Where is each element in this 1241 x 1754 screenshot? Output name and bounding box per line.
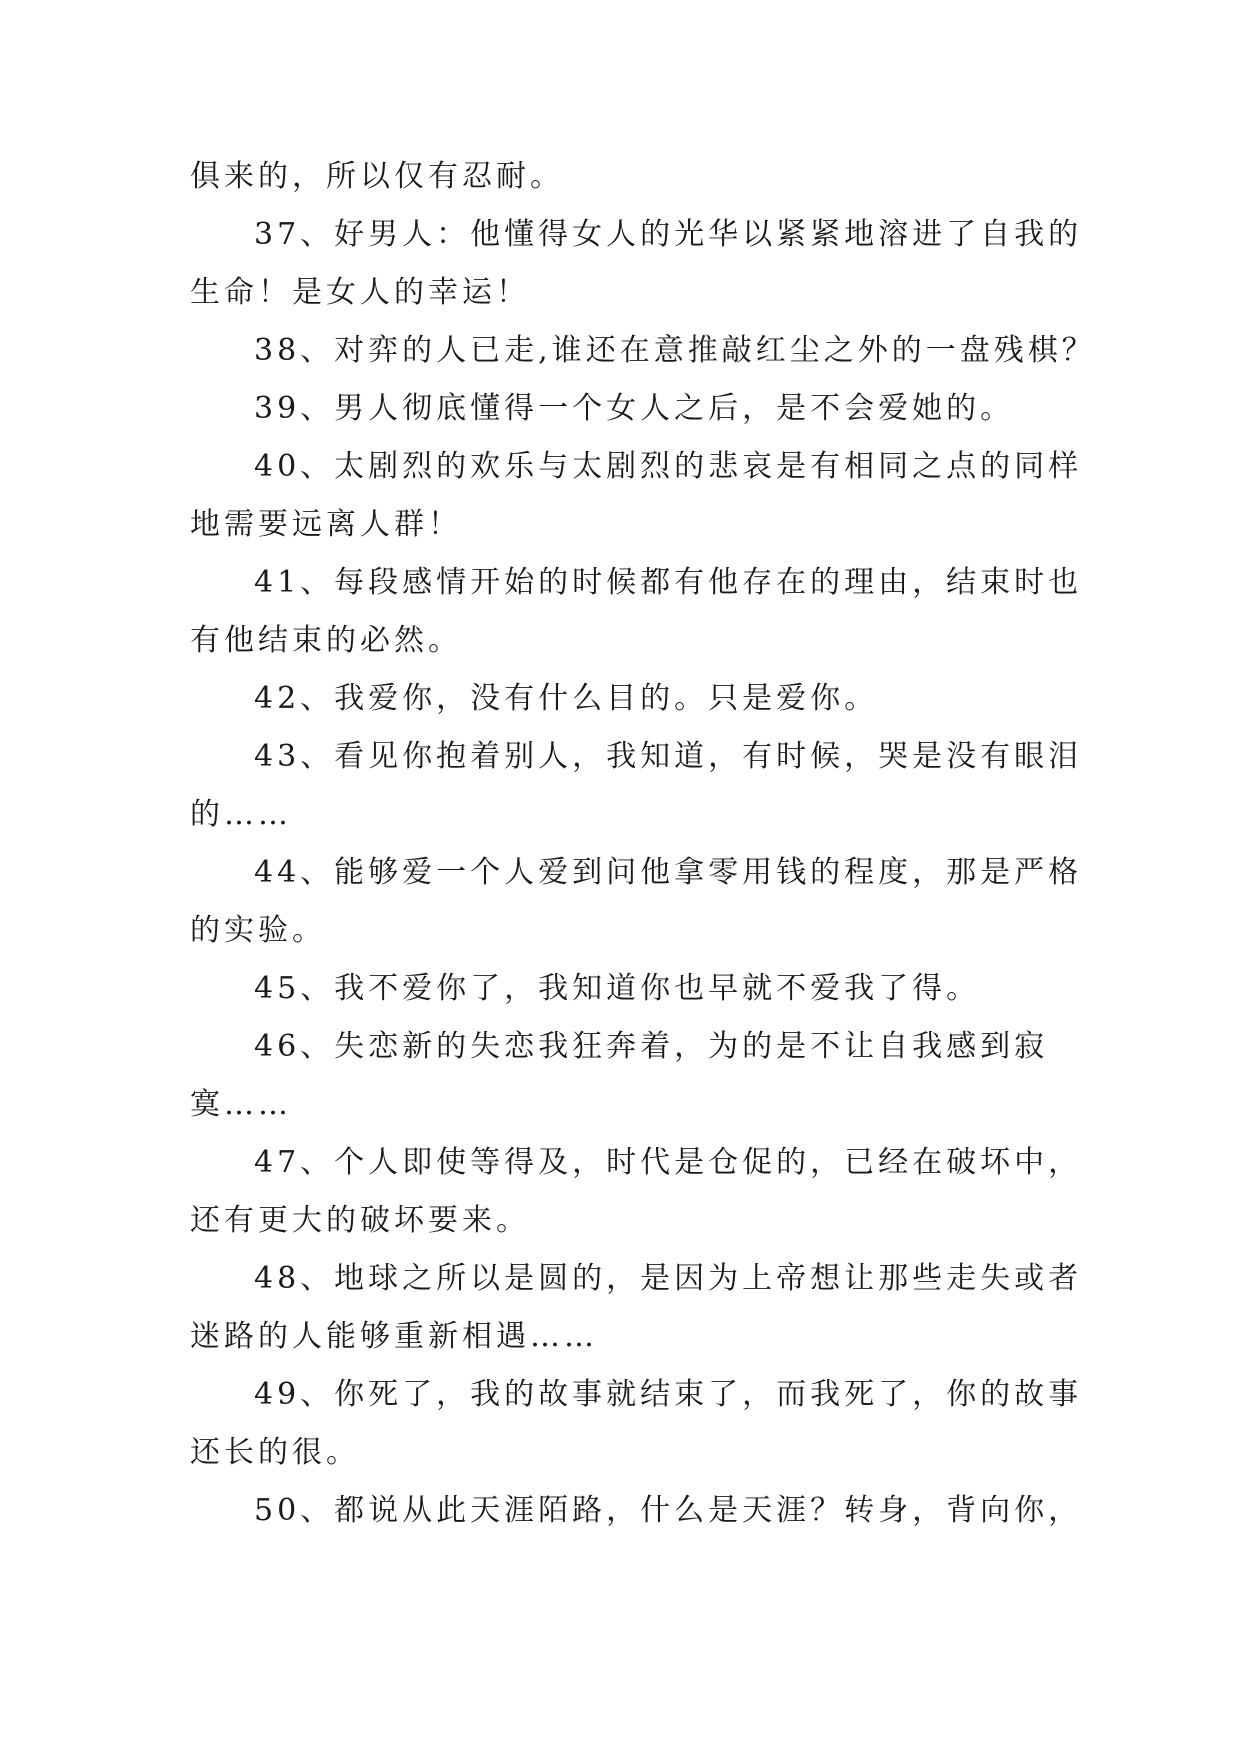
text-line: 47、个人即使等得及，时代是仓促的，已经在破坏中， <box>254 1145 1083 1180</box>
text-line: 39、男人彻底懂得一个女人之后，是不会爱她的。 <box>254 391 1015 426</box>
text-line: 俱来的，所以仅有忍耐。 <box>190 159 564 194</box>
text-line: 45、我不爱你了，我知道你也早就不爱我了得。 <box>254 971 981 1006</box>
text-line: 寞…… <box>190 1087 292 1122</box>
text-line: 生命！是女人的幸运！ <box>190 275 530 310</box>
text-line: 41、每段感情开始的时候都有他存在的理由，结束时也 <box>254 565 1083 600</box>
text-line: 38、对弈的人已走,谁还在意推敲红尘之外的一盘残棋？ <box>254 333 1096 368</box>
text-line: 42、我爱你，没有什么目的。只是爱你。 <box>254 681 879 716</box>
text-line: 还有更大的破坏要来。 <box>190 1203 530 1238</box>
text-line: 有他结束的必然。 <box>190 623 462 658</box>
text-line: 43、看见你抱着别人，我知道，有时候，哭是没有眼泪 <box>254 739 1083 774</box>
text-line: 地需要远离人群！ <box>190 507 462 542</box>
document-page <box>190 148 1096 1540</box>
text-line: 迷路的人能够重新相遇…… <box>190 1319 598 1354</box>
text-line: 50、都说从此天涯陌路，什么是天涯？转身，背向你， <box>254 1493 1083 1528</box>
text-line: 49、你死了，我的故事就结束了，而我死了，你的故事 <box>254 1377 1083 1412</box>
text-line: 还长的很。 <box>190 1435 360 1470</box>
text-line: 40、太剧烈的欢乐与太剧烈的悲哀是有相同之点的同样 <box>254 449 1083 484</box>
text-line: 的实验。 <box>190 913 326 948</box>
text-line: 44、能够爱一个人爱到问他拿零用钱的程度，那是严格 <box>254 855 1083 890</box>
text-line: 46、失恋新的失恋我狂奔着，为的是不让自我感到寂 <box>254 1029 1049 1064</box>
text-line: 的…… <box>190 797 292 832</box>
text-line: 48、地球之所以是圆的，是因为上帝想让那些走失或者 <box>254 1261 1083 1296</box>
text-line: 37、好男人：他懂得女人的光华以紧紧地溶进了自我的 <box>254 217 1083 252</box>
